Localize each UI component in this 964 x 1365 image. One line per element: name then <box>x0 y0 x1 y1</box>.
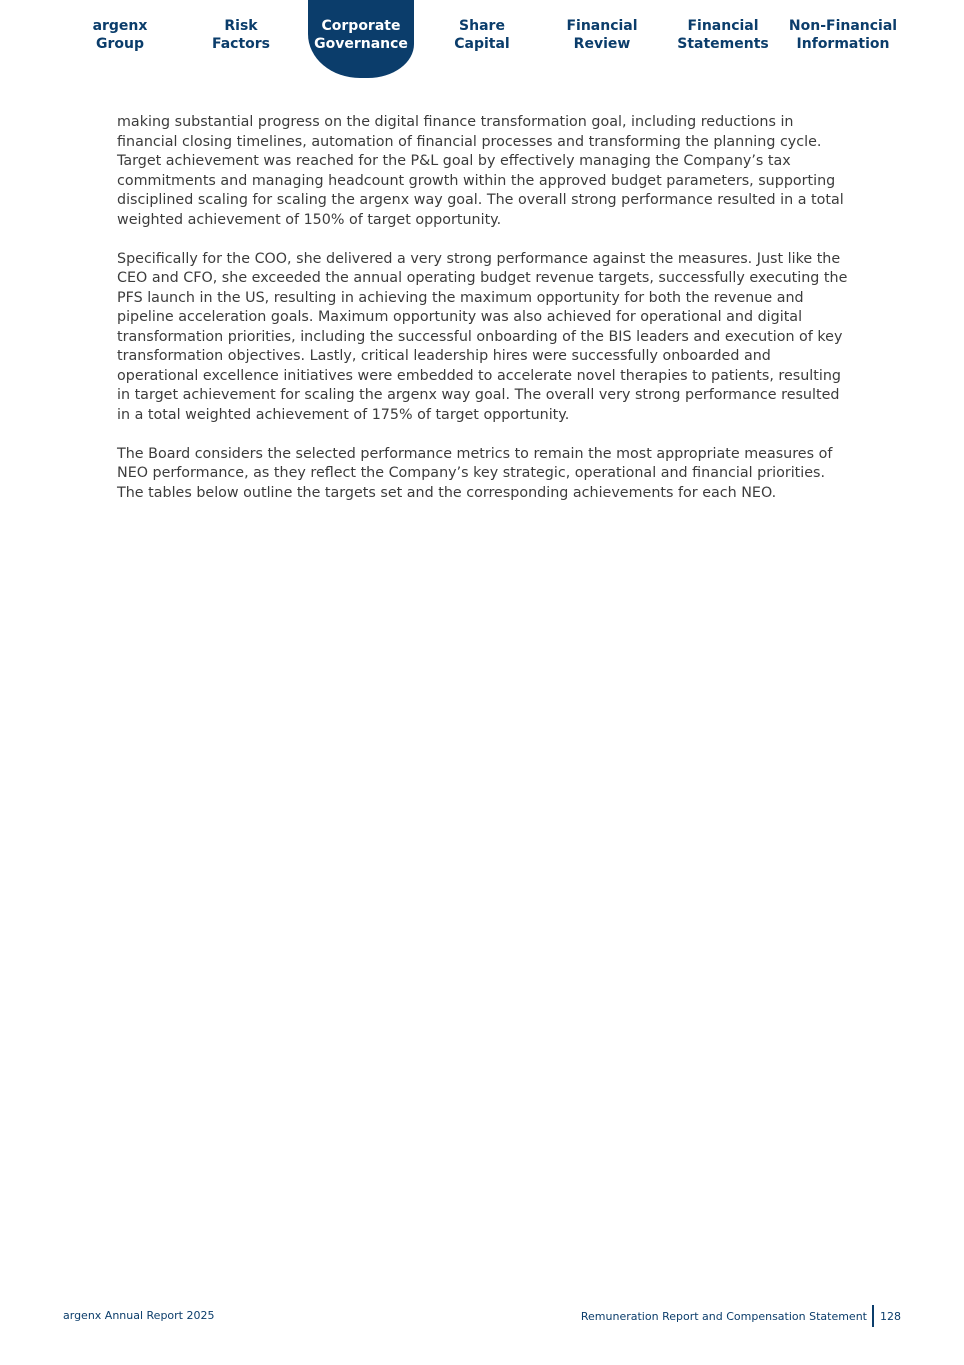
page-number: 128 <box>880 1309 901 1323</box>
footer-section-info <box>581 1305 901 1327</box>
nav-tab-financial-review[interactable] <box>542 0 662 78</box>
nav-tab-label: Non-Financial Information <box>788 18 898 52</box>
nav-tab-corporate-governance[interactable] <box>301 0 421 78</box>
nav-tab-label: argenx Group <box>92 18 148 52</box>
nav-tab-risk-factors[interactable] <box>181 0 301 78</box>
report-title: argenx Annual Report 2025 <box>63 1309 215 1322</box>
body-text <box>117 113 849 523</box>
section-title: Remuneration Report and Compensation Statement <box>580 1309 867 1323</box>
nav-tab-financial-statements[interactable] <box>663 0 783 78</box>
paragraph: Specifically for the COO, she delivered a very strong performance against the measures. Just like the CEO and CFO, she exceeded the annual operating budget revenue targets, successfully executing the PFS launch in the US, resulting in achieving the maximum opportunity for both the revenue and pipeline acceleration goals. Maximum opportunity was also achieved for operational and digital transformation priorities, including the successful onboarding of the BIS leaders and execution of key transformation objectives. Lastly, critical leadership hires were successfully onboarded and operational excellence initiatives were embedded to accelerate novel therapies to patients, resulting in target achievement for scaling the argenx way goal. The overall very strong performance resulted in a total weighted achievement of 175% of target opportunity. <box>117 250 848 423</box>
paragraph: making substantial progress on the digital finance transformation goal, including reductions in financial closing timelines, automation of financial processes and transforming the planning cycle. Target achievement was reached for the P&L goal by effectively managing the Company’s tax commitments and managing headcount growth within the approved budget parameters, supporting disciplined scaling for scaling the argenx way goal. The overall strong performance resulted in a total weighted achievement of 150% of target opportunity. <box>117 114 844 228</box>
nav-tab-label: Financial Review <box>566 18 638 52</box>
paragraph: The Board considers the selected performance metrics to remain the most appropriate measures of NEO performance, as they reflect the Company’s key strategic, operational and financial priorities. The tables below outline the targets set and the corresponding achievements for each NEO. <box>117 445 833 501</box>
top-navigation <box>60 0 904 80</box>
nav-tab-label: Share Capital <box>454 18 510 52</box>
nav-tab-argenx-group[interactable] <box>60 0 180 78</box>
nav-tab-label: Financial Statements <box>677 18 769 52</box>
nav-tab-non-financial-information[interactable] <box>783 0 903 78</box>
nav-tab-label: Corporate Governance <box>314 18 408 52</box>
nav-tab-share-capital[interactable] <box>422 0 542 78</box>
nav-tab-label: Risk Factors <box>211 18 271 52</box>
footer-divider <box>872 1305 874 1327</box>
